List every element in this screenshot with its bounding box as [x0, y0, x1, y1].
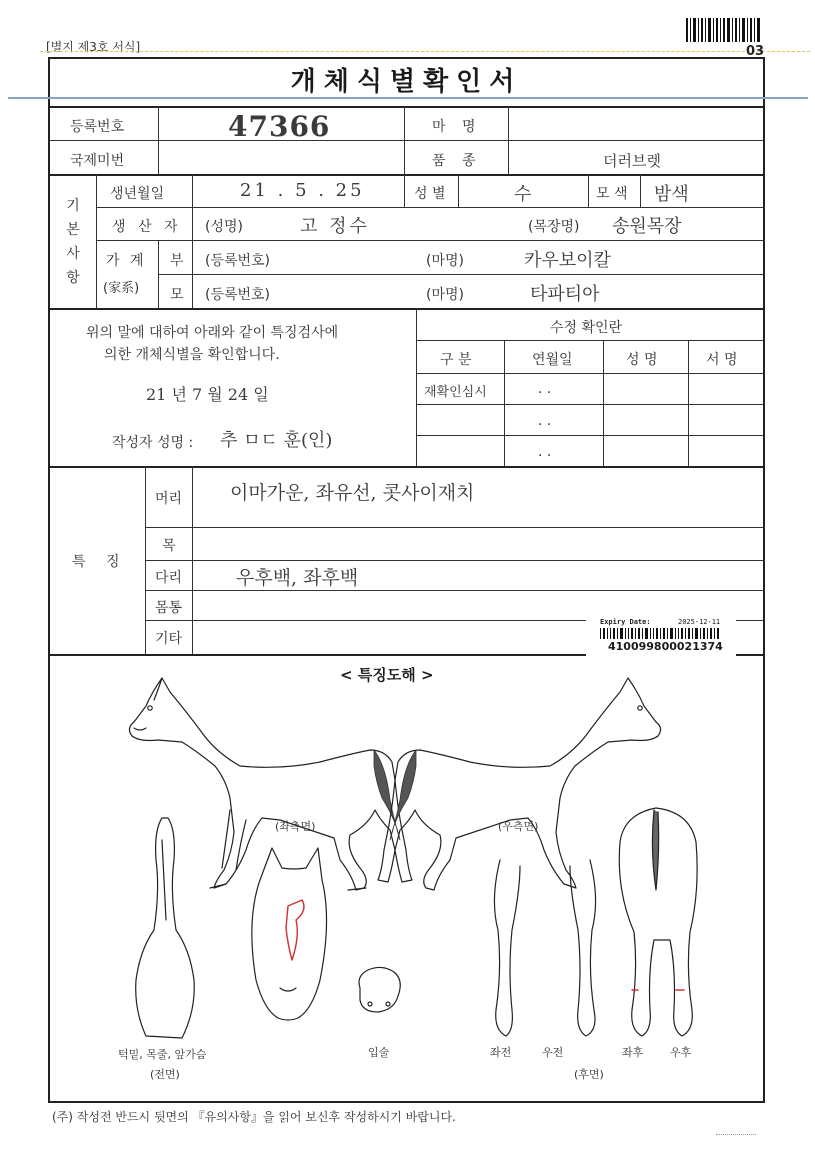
- head-front-view: [252, 848, 327, 1020]
- farm-label: (목장명): [528, 219, 580, 235]
- dam-name-label: (마명): [426, 287, 464, 303]
- producer-name-value[interactable]: 고 정수: [300, 216, 370, 237]
- reg-no-value[interactable]: 47366: [228, 110, 331, 143]
- left-side-label: (좌측면): [275, 820, 316, 833]
- neck-label: 목: [162, 538, 176, 554]
- front-view-label: (전면): [150, 1068, 180, 1081]
- sex-value[interactable]: 수: [514, 184, 532, 205]
- author-value[interactable]: 추 ㅁㄷ 훈(인): [220, 430, 333, 451]
- left-fore-label: 좌전: [490, 1046, 512, 1059]
- revision-title: 수정 확인란: [550, 320, 623, 336]
- muzzle-view: [359, 967, 400, 1012]
- other-label: 기타: [155, 631, 183, 647]
- birth-value[interactable]: 21 . 5 . 25: [240, 180, 365, 201]
- front-neck-view: [136, 818, 195, 1038]
- rear-view: [619, 808, 697, 1036]
- rev-row-3-date[interactable]: . .: [538, 444, 552, 460]
- front-caption: 턱밑, 목줄, 앞가슴: [118, 1048, 207, 1061]
- sire-name-label: (마명): [426, 253, 464, 269]
- rev-header-sign: 서 명: [706, 352, 738, 368]
- pedigree-hanja: (家系): [103, 281, 140, 296]
- rev-row-1-type: 재확인심시: [424, 385, 487, 400]
- scan-line: [8, 97, 808, 99]
- horse-name-label: 마 명: [432, 119, 482, 135]
- color-label: 모 색: [596, 186, 628, 202]
- breed-value[interactable]: 더러브렛: [603, 152, 661, 170]
- muzzle-label: 입술: [368, 1046, 390, 1059]
- left-side-horse: [129, 678, 412, 890]
- producer-name-label: (성명): [205, 219, 243, 235]
- form-number-label: [별지 제3호 서식]: [46, 40, 141, 54]
- basic-section-label: 기본사항: [66, 198, 80, 286]
- microchip-number: 410099800021374: [608, 640, 723, 653]
- head-value[interactable]: 이마가운, 좌유선, 콧사이재치: [230, 482, 475, 504]
- footer-mark: [716, 1134, 756, 1139]
- rev-row-2-date[interactable]: . .: [538, 413, 552, 429]
- microchip-sticker: [586, 616, 736, 656]
- page-number: 03: [746, 44, 765, 59]
- head-label: 머리: [155, 491, 183, 507]
- farm-value[interactable]: 송원목장: [612, 216, 682, 237]
- color-value[interactable]: 밤색: [654, 184, 689, 205]
- right-side-horse: [378, 678, 661, 890]
- blaze-marking: [286, 900, 304, 960]
- dam-name-value[interactable]: 타파티아: [530, 284, 600, 305]
- producer-label: 생 산 자: [112, 219, 182, 235]
- rev-row-1-date[interactable]: . .: [538, 381, 552, 397]
- rev-header-name: 성 명: [626, 352, 658, 368]
- fore-legs-view: [494, 860, 595, 1036]
- body-label: 몸통: [155, 600, 183, 616]
- diagram-title: < 특징도해 >: [340, 666, 434, 684]
- dam-label: 모: [170, 287, 184, 303]
- confirm-date[interactable]: 21 년 7 월 24 일: [146, 385, 269, 404]
- statement-line2: 의한 개체식별을 확인합니다.: [104, 347, 280, 363]
- sire-reg-label: (등록번호): [205, 253, 271, 269]
- sex-label: 성 별: [414, 186, 446, 202]
- footer-note: (주) 작성전 반드시 뒷면의 『유의사항』을 읽어 보신후 작성하시기 바랍니다.: [52, 1110, 456, 1124]
- horse-diagram: [50, 670, 763, 1100]
- breed-label: 품 종: [432, 153, 482, 169]
- right-fore-label: 우전: [542, 1046, 564, 1059]
- top-barcode: [686, 18, 762, 42]
- intl-no-label: 국제미번: [70, 153, 125, 169]
- document-title: 개체식별확인서: [290, 67, 523, 97]
- microchip-barcode: [600, 628, 720, 639]
- reg-no-label: 등록번호: [70, 119, 125, 135]
- author-label: 작성자 성명 :: [112, 435, 194, 451]
- rear-view-label: (후면): [574, 1068, 604, 1081]
- rev-header-type: 구 분: [440, 352, 472, 368]
- header-divider: [40, 51, 810, 52]
- features-section-label: 특 징: [72, 554, 128, 570]
- expiry-date: 2025-12-11: [678, 618, 721, 626]
- rev-header-date: 연월일: [532, 352, 573, 368]
- right-hind-label: 우후: [670, 1046, 692, 1059]
- sire-name-value[interactable]: 카우보이칼: [524, 250, 611, 271]
- pedigree-label: 가 계: [106, 253, 147, 269]
- right-side-label: (우측면): [498, 820, 539, 833]
- birth-label: 생년월일: [110, 186, 165, 202]
- legs-label: 다리: [155, 570, 183, 586]
- statement-line1: 위의 말에 대하여 아래와 같이 특징검사에: [86, 325, 339, 341]
- dam-reg-label: (등록번호): [205, 287, 271, 303]
- legs-value[interactable]: 우후백, 좌후백: [236, 567, 359, 589]
- sire-label: 부: [170, 253, 184, 269]
- left-hind-label: 좌후: [622, 1046, 644, 1059]
- expiry-label: Expiry Date:: [600, 618, 651, 626]
